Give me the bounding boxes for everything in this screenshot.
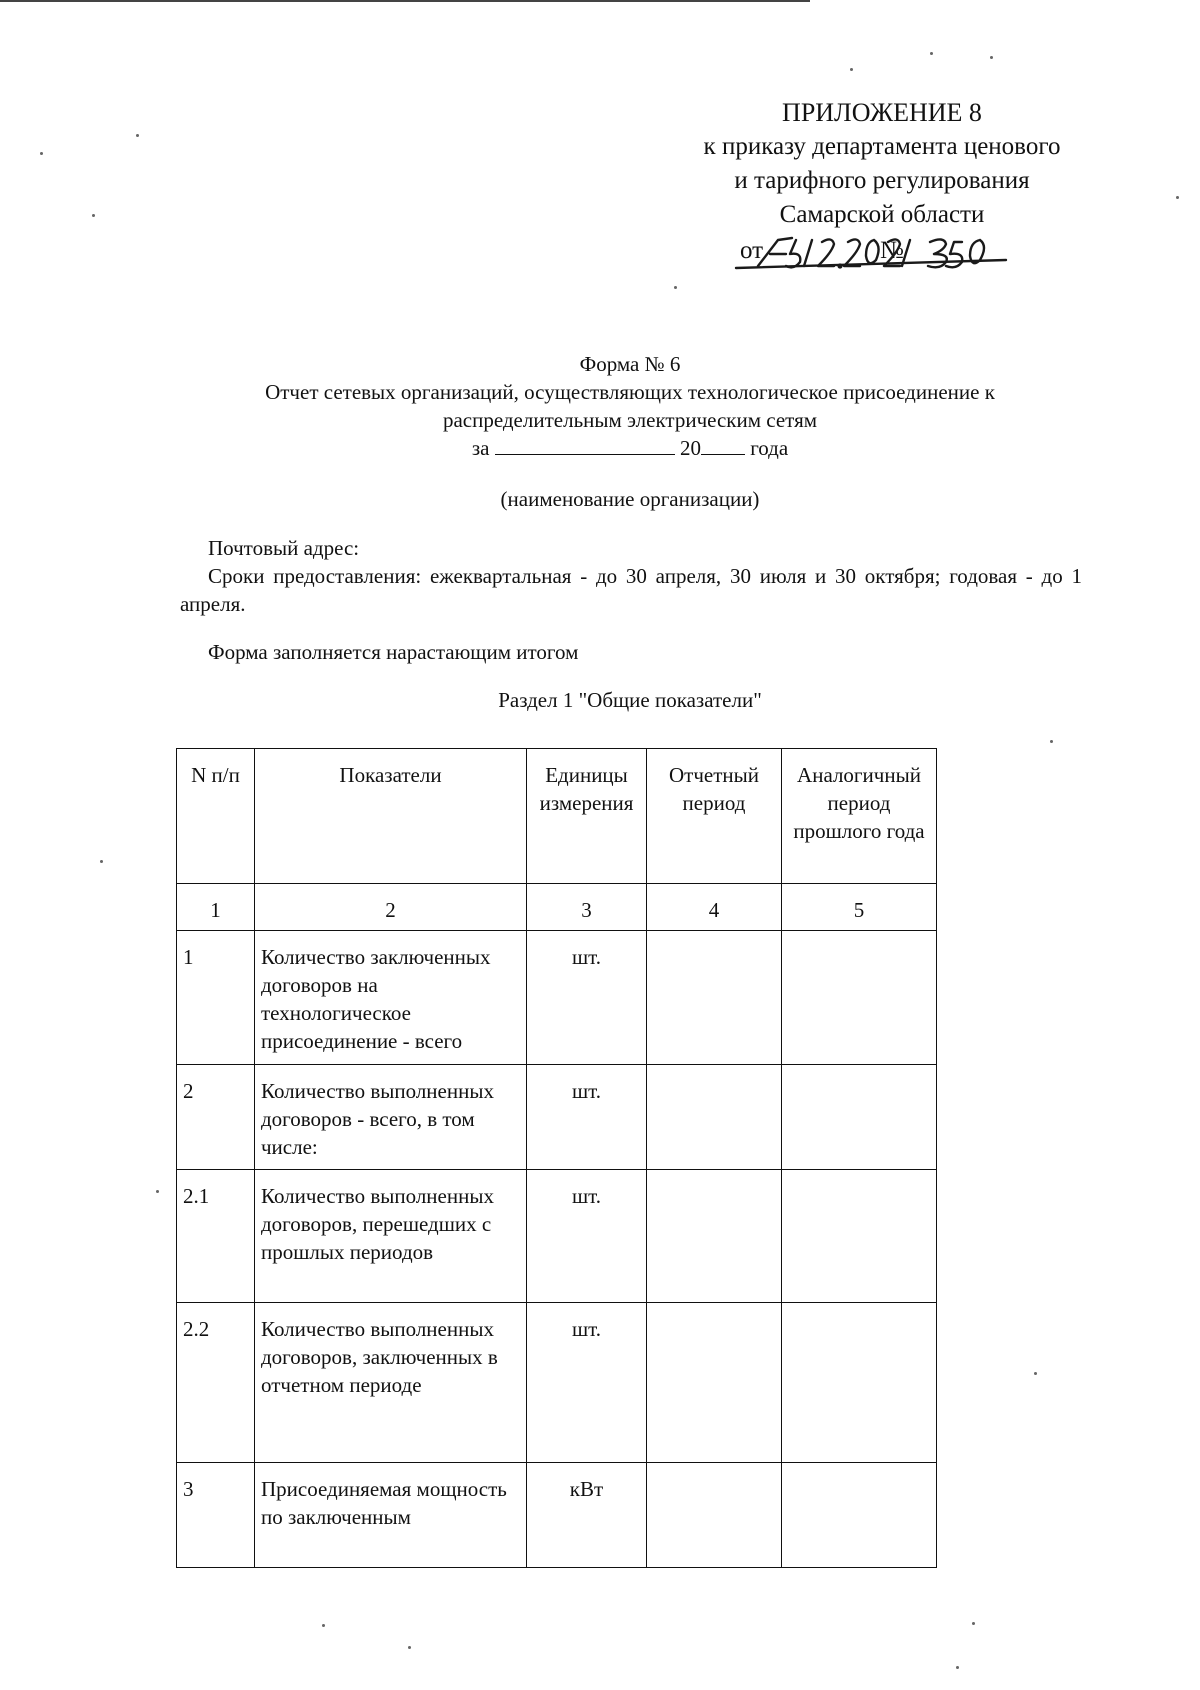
row-unit: шт. xyxy=(527,1303,647,1463)
header-cell-indicator: Показатели xyxy=(255,749,527,884)
row-current-value xyxy=(647,1303,782,1463)
row-indicator: Количество выполненных договоров, заключенных в отчетном периоде xyxy=(255,1303,527,1463)
scan-speck xyxy=(930,52,933,55)
form-title-block xyxy=(180,350,1080,434)
period-year: 20 xyxy=(679,436,701,460)
row-current-value xyxy=(647,1065,782,1170)
table-row xyxy=(177,1065,937,1170)
fill-note: Форма заполняется нарастающим итогом xyxy=(208,640,579,664)
appendix-title: ПРИЛОЖЕНИЕ 8 xyxy=(782,98,982,127)
header-cell-current: Отчетный период xyxy=(647,749,782,884)
column-number-row xyxy=(177,884,937,931)
scan-top-border xyxy=(0,0,810,2)
header-cell-unit: Единицы измерения xyxy=(527,749,647,884)
row-unit: шт. xyxy=(527,1170,647,1303)
column-number: 2 xyxy=(255,884,527,931)
column-number: 1 xyxy=(177,884,255,931)
row-number: 2.1 xyxy=(177,1170,255,1303)
date-prefix: от xyxy=(740,237,764,264)
row-current-value xyxy=(647,1170,782,1303)
table-row xyxy=(177,931,937,1065)
table-row xyxy=(177,1463,937,1568)
row-unit: шт. xyxy=(527,931,647,1065)
appendix-line-3: Самарской области xyxy=(779,201,985,228)
scan-speck xyxy=(40,152,43,155)
row-previous-value xyxy=(782,931,937,1065)
appendix-line-1: к приказу департамента ценового xyxy=(703,133,1061,160)
row-number: 2.2 xyxy=(177,1303,255,1463)
row-previous-value xyxy=(782,1463,937,1568)
row-previous-value xyxy=(782,1170,937,1303)
scan-speck xyxy=(156,1190,159,1193)
row-current-value xyxy=(647,931,782,1065)
row-indicator: Количество выполненных договоров, перешедших с прошлых периодов xyxy=(255,1170,527,1303)
row-previous-value xyxy=(782,1065,937,1170)
table-row xyxy=(177,1303,937,1463)
scan-speck xyxy=(408,1646,411,1649)
scan-speck xyxy=(990,56,993,59)
header-cell-number: N п/п xyxy=(177,749,255,884)
scan-speck xyxy=(92,214,95,217)
scan-speck xyxy=(322,1624,325,1627)
scan-speck xyxy=(1050,740,1053,743)
row-unit: шт. xyxy=(527,1065,647,1170)
row-indicator: Количество заключенных договоров на технологическое присоединение - всего xyxy=(255,931,527,1065)
report-period-line xyxy=(180,434,1080,461)
order-date-number-line xyxy=(662,232,1102,272)
appendix-header xyxy=(662,96,1102,272)
appendix-line-2: и тарифного регулирования xyxy=(734,167,1030,194)
form-number: Форма № 6 xyxy=(579,352,681,376)
row-number: 3 xyxy=(177,1463,255,1568)
row-unit: кВт xyxy=(527,1463,647,1568)
row-previous-value xyxy=(782,1303,937,1463)
scan-speck xyxy=(956,1666,959,1669)
section-title: Раздел 1 "Общие показатели" xyxy=(498,688,762,712)
table-row xyxy=(177,1170,937,1303)
form-subtitle-2: распределительным электрическим сетям xyxy=(442,408,818,432)
scan-speck xyxy=(850,68,853,71)
submission-deadlines: Сроки предоставления: ежеквартальная - до 30 апреля, 30 июля и 30 октября; годовая - до 1 апреля. xyxy=(180,564,1082,616)
number-prefix: № xyxy=(880,237,904,264)
column-number: 4 xyxy=(647,884,782,931)
handwritten-date-number xyxy=(662,232,1102,276)
indicators-table xyxy=(176,748,937,1568)
organization-name-caption: (наименование организации) xyxy=(500,487,760,511)
scan-speck xyxy=(972,1622,975,1625)
header-cell-previous: Аналогичный период прошлого года xyxy=(782,749,937,884)
postal-address: Почтовый адрес: xyxy=(208,536,360,560)
column-number: 3 xyxy=(527,884,647,931)
row-number: 2 xyxy=(177,1065,255,1170)
row-current-value xyxy=(647,1463,782,1568)
form-subtitle-1: Отчет сетевых организаций, осуществляющих технологическое присоединение к xyxy=(265,380,995,404)
row-indicator: Количество выполненных договоров - всего, в том числе: xyxy=(255,1065,527,1170)
table-header-row xyxy=(177,749,937,884)
year-blank xyxy=(701,434,745,455)
row-indicator: Присоединяемая мощность по заключенным xyxy=(255,1463,527,1568)
row-number: 1 xyxy=(177,931,255,1065)
period-prefix: за xyxy=(471,436,490,460)
period-blank xyxy=(495,434,675,455)
scan-speck xyxy=(1034,1372,1037,1375)
scan-speck xyxy=(100,860,103,863)
column-number: 5 xyxy=(782,884,937,931)
scan-speck xyxy=(674,286,677,289)
period-suffix: года xyxy=(750,436,789,460)
scan-speck xyxy=(136,134,139,137)
scan-speck xyxy=(1176,196,1179,199)
